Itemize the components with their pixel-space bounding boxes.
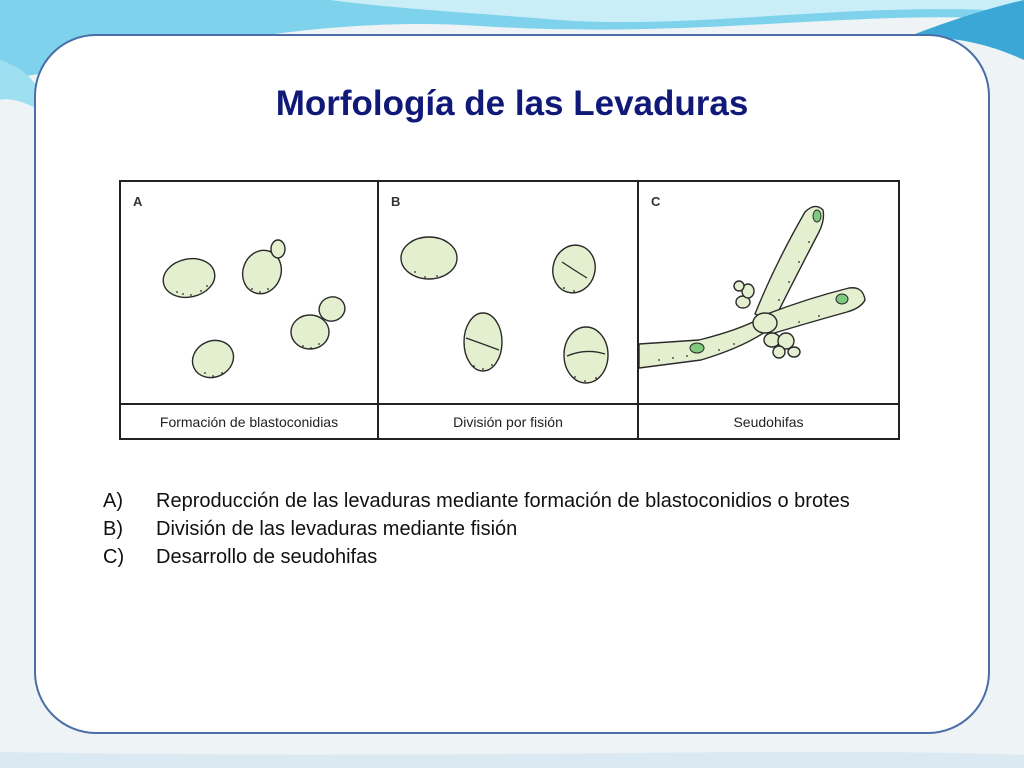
fission-drawing (379, 182, 637, 402)
bottom-wave (0, 752, 1024, 768)
yeast-cell (160, 254, 219, 302)
yeast-cell (291, 315, 329, 349)
panel-letter: C (651, 194, 661, 209)
yeast-cell (401, 237, 457, 279)
list-text: División de las levaduras mediante fisión (156, 518, 518, 540)
yeast-morphology-figure (119, 180, 900, 440)
blastoconidia-drawing (121, 182, 377, 402)
panel-c (639, 182, 898, 438)
hypha-junction (753, 313, 777, 333)
blastoconidium (773, 346, 785, 358)
yeast-cell (464, 313, 502, 371)
list-item (103, 543, 850, 571)
panel-caption: División por fisión (379, 403, 637, 438)
slide-title: Morfología de las Levaduras (275, 84, 749, 123)
panel-a (121, 182, 379, 438)
list-item (103, 487, 850, 515)
list-marker: A) (103, 490, 123, 512)
panel-letter: B (391, 194, 401, 209)
pseudohyphae-drawing (639, 182, 896, 402)
blastoconidium (788, 347, 800, 357)
panel-b (379, 182, 639, 438)
yeast-bud (271, 240, 285, 258)
hypha-segment (639, 318, 765, 368)
yeast-cell (548, 240, 601, 297)
description-list (103, 487, 850, 571)
list-marker: C) (103, 546, 125, 568)
list-item (103, 515, 850, 543)
list-text: Desarrollo de seudohifas (156, 546, 378, 568)
list-text: Reproducción de las levaduras mediante formación de blastoconidios o brotes (156, 490, 850, 512)
panel-letter: A (133, 194, 143, 209)
list-marker: B) (103, 518, 123, 540)
blastoconidium (734, 281, 744, 291)
panel-caption: Seudohifas (639, 403, 898, 438)
panel-caption: Formación de blastoconidias (121, 403, 377, 438)
